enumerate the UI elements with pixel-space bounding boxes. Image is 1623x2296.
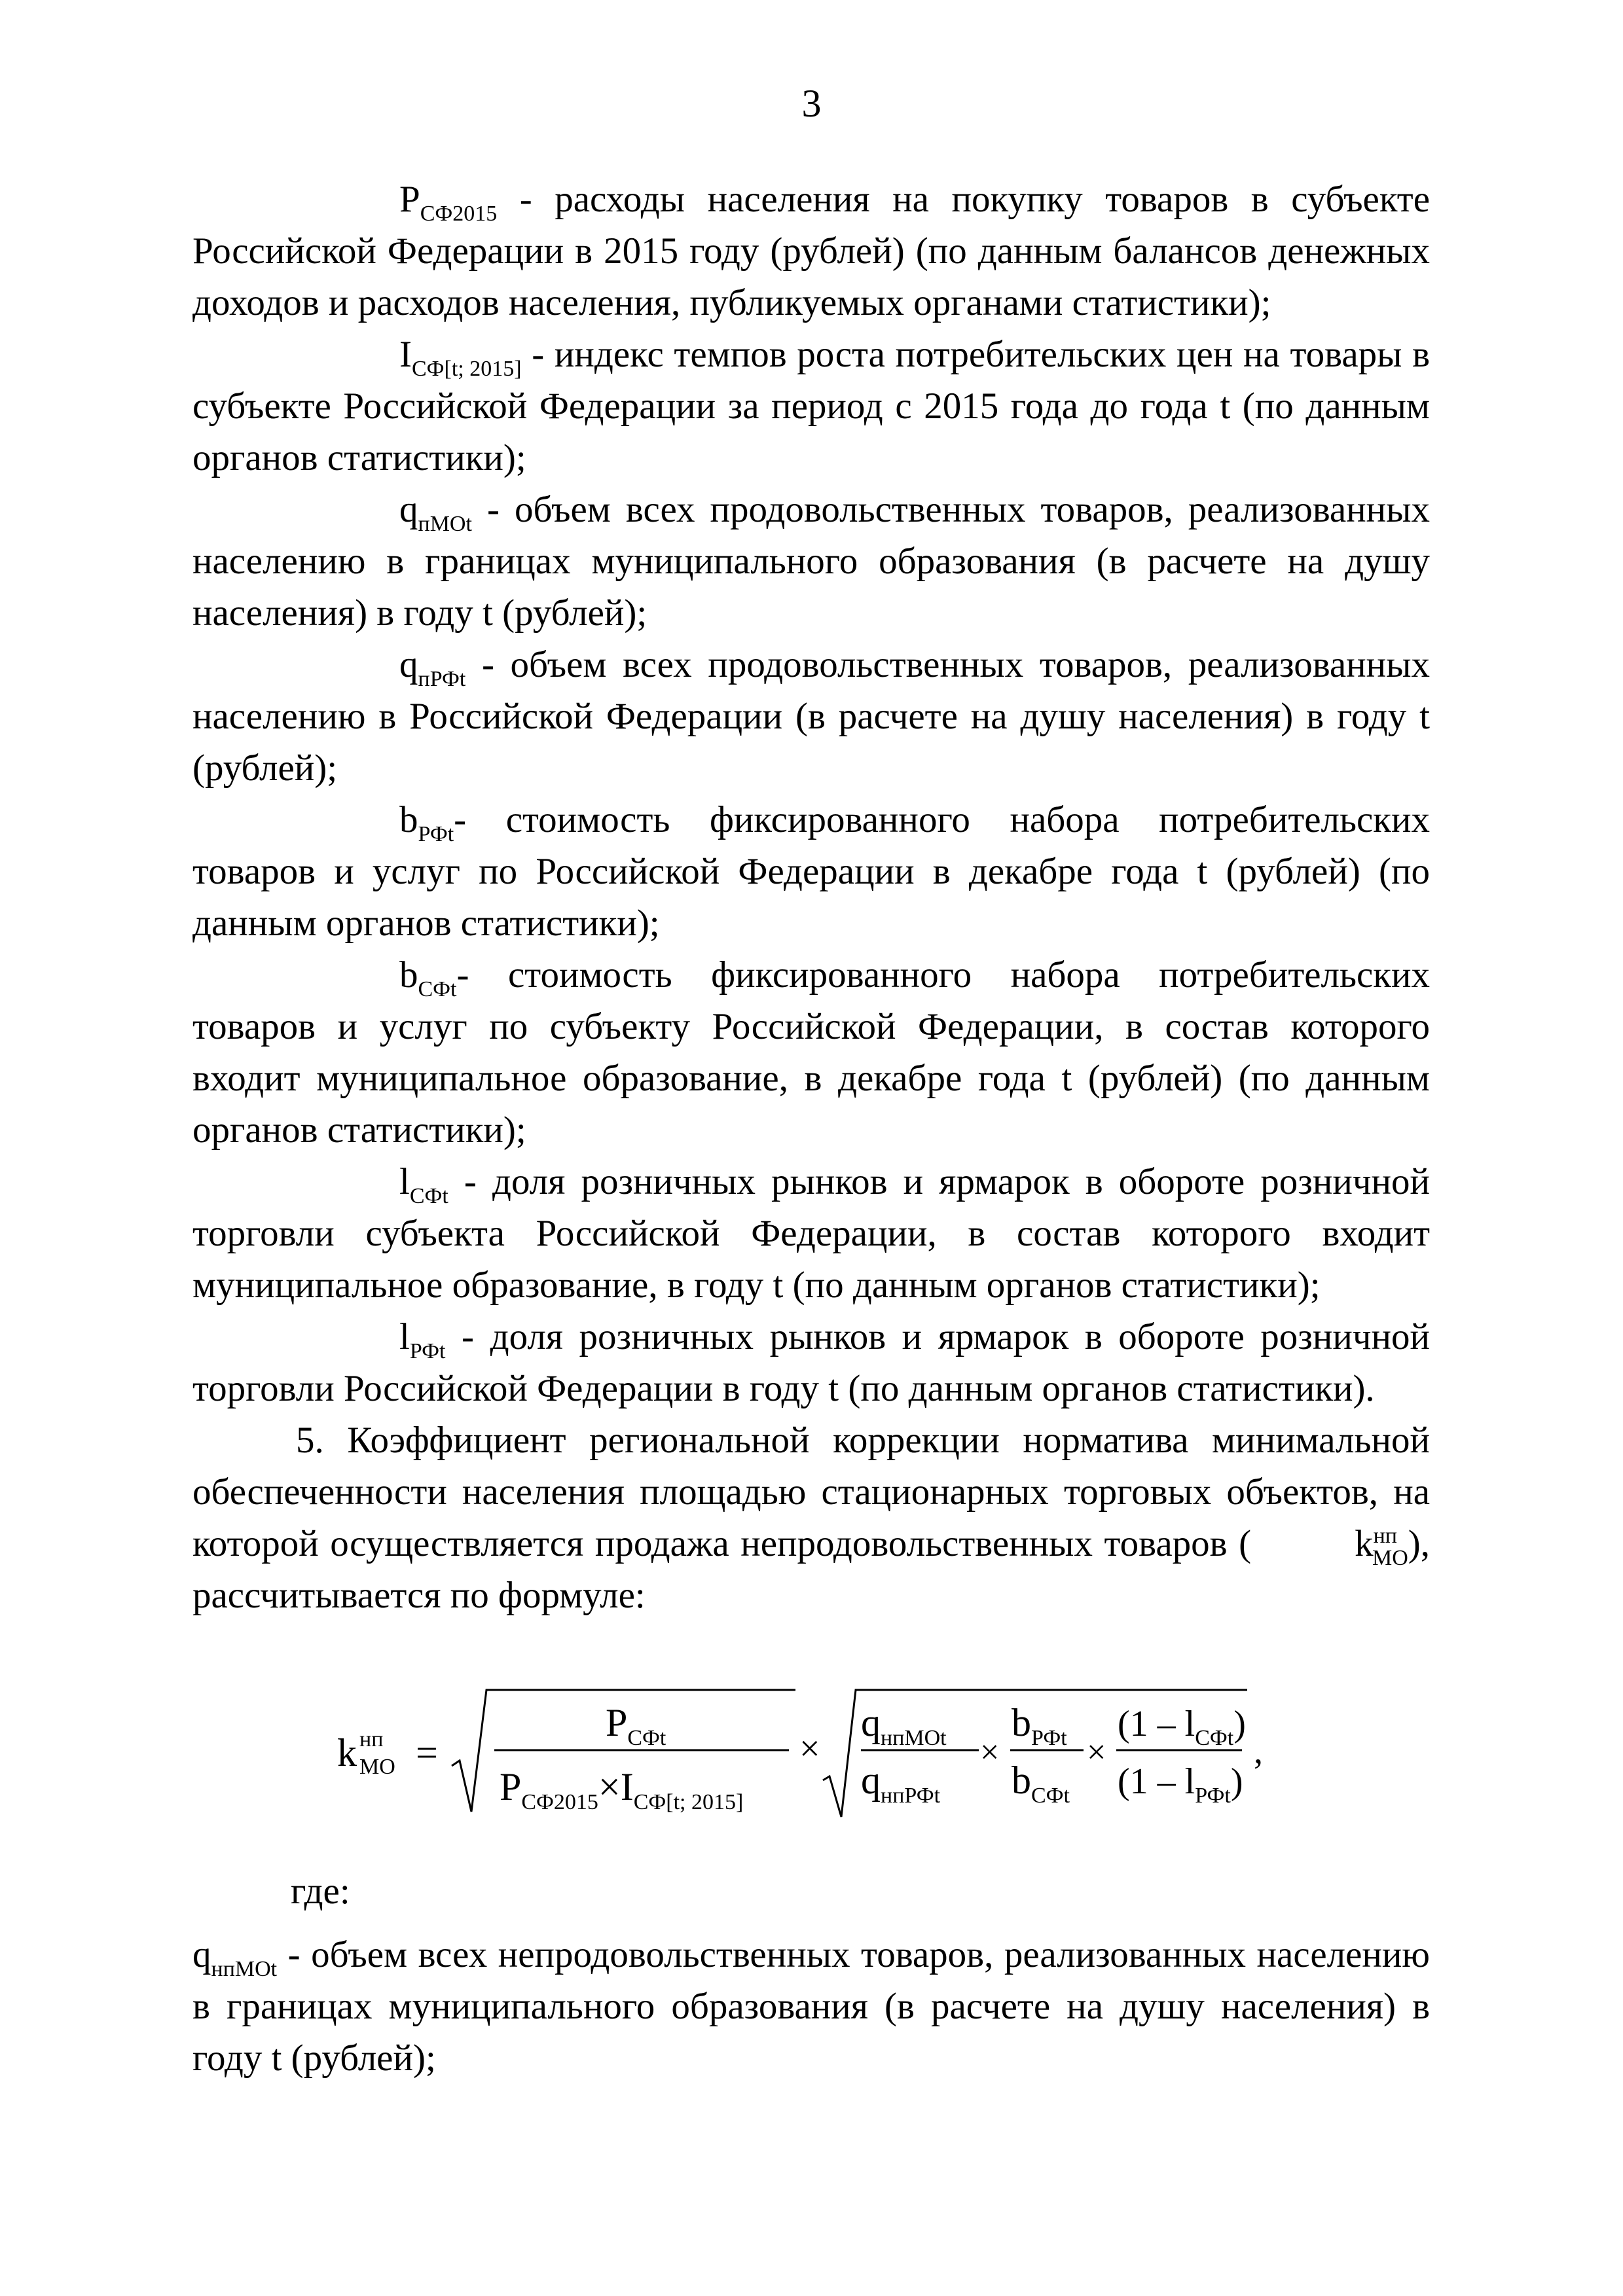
symbol: $l_{СФt}$	[399, 1161, 448, 1208]
formula-lhs-sup: нп	[359, 1727, 384, 1751]
symbol: $q_{пРФt}$	[399, 644, 466, 691]
definitions-block	[192, 173, 1430, 1621]
frac2-denominator: $q_{нпРФt}$	[861, 1759, 941, 1808]
definition-item	[192, 949, 1430, 1156]
symbol: $P_{СФ2015}$	[399, 179, 498, 226]
frac1-numerator: $P_{СФt}$	[606, 1701, 666, 1750]
formula-svg	[337, 1682, 1293, 1833]
formula	[337, 1682, 1293, 1833]
definition-text: - стоимость фиксированного набора потребительских товаров и услуг по субъекту Российской Федерации, в состав которого входит муниципальное образование, в декабре года t (рублей) (по данным органов статистики);	[192, 954, 1430, 1151]
definition-item	[192, 794, 1430, 949]
formula-comma: ,	[1254, 1731, 1263, 1772]
formula-times: ×	[1087, 1734, 1106, 1771]
definition-text: - объем всех непродовольственных товаров, реализованных населению в границах муниципального образования (в расчете на душу населения) в году t (рублей);	[192, 1934, 1430, 2079]
definition-text: - объем всех продовольственных товаров, реализованных населению в Российской Федерации (в расчете на душу населения) в году t (рублей);	[192, 644, 1430, 789]
paragraph-5: 5. Коэффициент региональной коррекции норматива минимальной обеспеченности населения площадью стационарных торговых объектов, на которой осуществляется продажа непродовольственных товаров ( $k^{нп}_{МО}$), рассчитывается по формуле:	[192, 1420, 1430, 1616]
formula-lhs: k	[337, 1731, 357, 1774]
symbol: $b_{СФt}$	[399, 954, 457, 1001]
coefficient-symbol: $k^{нп}_{МО}$	[1355, 1523, 1408, 1570]
formula-lhs-sub: МО	[359, 1755, 395, 1779]
definition-item	[192, 1156, 1430, 1311]
frac1-denominator: $P_{СФ2015}\times I_{СФ[t; 2015]}$	[500, 1765, 744, 1814]
frac4-numerator: $(1 - l_{СФt})$	[1118, 1704, 1246, 1750]
symbol: $q_{пМОt}$	[399, 489, 472, 536]
definition-item	[192, 484, 1430, 639]
definition-text: - стоимость фиксированного набора потребительских товаров и услуг по Российской Федерации в декабре года t (рублей) (по данным органов статистики);	[192, 799, 1430, 944]
symbol: $q_{нпМОt}$	[192, 1934, 278, 1981]
definition-item	[192, 1311, 1430, 1414]
definition-item	[192, 173, 1430, 329]
symbol: $l_{РФt}$	[399, 1316, 446, 1363]
definition-item	[192, 1929, 1430, 2084]
definition-item	[192, 639, 1430, 794]
after-formula-block	[192, 1865, 1430, 2084]
definition-text: - индекс темпов роста потребительских цен на товары в субъекте Российской Федерации за период с 2015 года до года t (по данным органов статистики);	[192, 334, 1430, 478]
formula-equals: =	[416, 1731, 438, 1774]
definition-text: - объем всех продовольственных товаров, реализованных населению в границах муниципального образования (в расчете на душу населения) в году t (рублей);	[192, 489, 1430, 634]
frac3-denominator: $b_{СФt}$	[1012, 1759, 1070, 1808]
definition-text: - доля розничных рынков и ярмарок в обороте розничной торговли Российской Федерации в году t (по данным органов статистики).	[192, 1316, 1430, 1409]
formula-times: ×	[799, 1729, 820, 1769]
formula-times: ×	[980, 1734, 1000, 1771]
frac4-denominator: $(1 - l_{РФt})$	[1118, 1761, 1243, 1808]
page-number: 3	[801, 82, 822, 125]
symbol: $I_{СФ[t; 2015]}$	[399, 334, 522, 381]
definition-text: - расходы населения на покупку товаров в субъекте Российской Федерации в 2015 году (рублей) (по данным балансов денежных доходов и расходов населения, публикуемых органами статистики);	[192, 179, 1430, 323]
definition-item	[192, 329, 1430, 484]
definition-text: - доля розничных рынков и ярмарок в обороте розничной торговли субъекта Российской Федерации, в состав которого входит муниципальное образование, в году t (по данным органов статистики);	[192, 1161, 1430, 1306]
where-label: где:	[291, 1871, 350, 1912]
symbol: $b_{РФt}$	[399, 799, 454, 846]
frac3-numerator: $b_{РФt}$	[1012, 1701, 1067, 1750]
frac2-numerator: $q_{нпМОt}$	[861, 1701, 947, 1750]
